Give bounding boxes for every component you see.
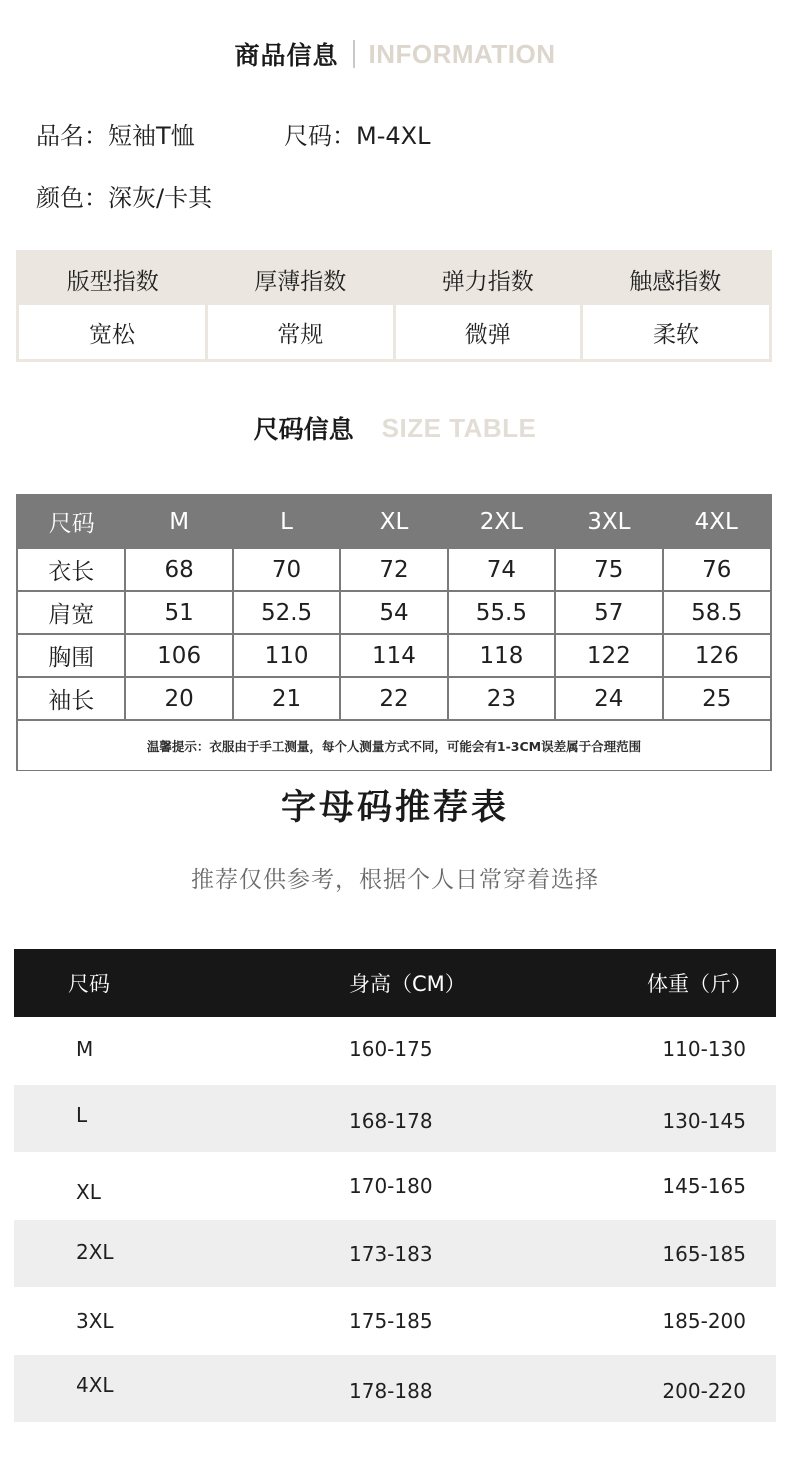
index-header-touch: 触感指数: [582, 253, 770, 305]
recommend-title: 字母码推荐表: [280, 788, 509, 828]
recommend-row: [14, 1287, 776, 1355]
size-cell: 106: [125, 634, 232, 677]
size-cell: 54: [340, 591, 447, 634]
recommend-header-weight: 体重（斤）: [647, 972, 752, 996]
recommend-row: [14, 1220, 776, 1288]
size-cell: 21: [233, 677, 340, 720]
fabric-index-table: [16, 250, 772, 362]
recommend-header-size: 尺码: [68, 972, 110, 996]
info-title-zh: 商品信息: [234, 41, 339, 70]
size-header-row: [18, 496, 770, 548]
size-header-cell: 2XL: [448, 496, 555, 548]
recommend-weight: 145-165: [662, 1174, 746, 1198]
size-cell: 118: [448, 634, 555, 677]
product-name: 品名：短袖T恤: [36, 122, 195, 150]
recommend-size: L: [76, 1102, 88, 1127]
recommend-height: 170-180: [349, 1174, 433, 1198]
title-divider: [353, 40, 355, 68]
size-header-cell: L: [233, 496, 340, 548]
index-header-fit: 版型指数: [19, 253, 207, 305]
size-cell: 25: [663, 677, 770, 720]
size-row-shoulder: [18, 591, 770, 634]
recommend-height: 160-175: [349, 1037, 433, 1061]
size-header-cell: M: [125, 496, 232, 548]
recommend-header-row: [14, 949, 776, 1017]
info-section-title: [0, 34, 790, 74]
recommend-row: [14, 1017, 776, 1085]
size-cell: 126: [663, 634, 770, 677]
size-row-chest: [18, 634, 770, 677]
index-value-row: [19, 305, 769, 359]
recommend-size: XL: [76, 1180, 101, 1204]
size-header-cell: 3XL: [555, 496, 662, 548]
index-value-elasticity: 微弹: [394, 305, 582, 359]
index-value-fit: 宽松: [19, 305, 207, 359]
size-header-cell: XL: [340, 496, 447, 548]
recommend-weight: 165-185: [662, 1241, 746, 1266]
size-cell: 24: [555, 677, 662, 720]
recommend-header-height: 身高（CM）: [349, 972, 466, 996]
size-cell: 114: [340, 634, 447, 677]
recommend-size: 2XL: [76, 1239, 114, 1264]
index-value-touch: 柔软: [582, 305, 770, 359]
recommend-row: [14, 1152, 776, 1220]
size-cell: 57: [555, 591, 662, 634]
size-cell: 衣长: [18, 548, 125, 591]
measurement-note: 温馨提示：衣服由于手工测量，每个人测量方式不同，可能会有1-3CM误差属于合理范围: [18, 720, 770, 770]
size-cell: 20: [125, 677, 232, 720]
size-cell: 75: [555, 548, 662, 591]
index-header-elasticity: 弹力指数: [394, 253, 582, 305]
size-cell: 110: [233, 634, 340, 677]
size-cell: 76: [663, 548, 770, 591]
recommend-height: 168-178: [349, 1108, 433, 1133]
size-table: [16, 494, 772, 771]
size-cell: 68: [125, 548, 232, 591]
size-row-length: [18, 548, 770, 591]
size-cell: 58.5: [663, 591, 770, 634]
recommend-row: [14, 1085, 776, 1153]
product-color: 颜色：深灰/卡其: [36, 184, 213, 212]
recommend-size: 4XL: [76, 1372, 114, 1397]
size-header-cell: 4XL: [663, 496, 770, 548]
recommend-height: 173-183: [349, 1241, 433, 1266]
size-cell: 袖长: [18, 677, 125, 720]
size-cell: 72: [340, 548, 447, 591]
recommend-size: M: [76, 1037, 94, 1061]
recommend-weight: 110-130: [662, 1037, 746, 1061]
size-cell: 70: [233, 548, 340, 591]
recommend-height: 175-185: [349, 1309, 433, 1333]
recommend-row: [14, 1355, 776, 1423]
recommend-height: 178-188: [349, 1378, 433, 1403]
recommend-table: [14, 949, 776, 1422]
recommend-weight: 200-220: [662, 1378, 746, 1403]
size-title-zh: 尺码信息: [253, 415, 354, 444]
size-cell: 74: [448, 548, 555, 591]
recommend-subtitle: 推荐仅供参考，根据个人日常穿着选择: [191, 867, 599, 893]
size-cell: 23: [448, 677, 555, 720]
product-size-range: 尺码：M-4XL: [284, 122, 431, 150]
index-value-thickness: 常规: [207, 305, 395, 359]
size-cell: 胸围: [18, 634, 125, 677]
size-cell: 122: [555, 634, 662, 677]
size-section-title: [0, 408, 790, 448]
size-note-row: [18, 720, 770, 770]
recommend-weight: 185-200: [662, 1309, 746, 1333]
size-cell: 肩宽: [18, 591, 125, 634]
size-header-cell: 尺码: [18, 496, 125, 548]
size-row-sleeve: [18, 677, 770, 720]
size-title-en: SIZE TABLE: [381, 412, 537, 443]
size-cell: 52.5: [233, 591, 340, 634]
size-cell: 22: [340, 677, 447, 720]
size-cell: 55.5: [448, 591, 555, 634]
info-title-en: INFORMATION: [368, 38, 556, 69]
size-cell: 51: [125, 591, 232, 634]
index-header-row: [19, 253, 769, 305]
recommend-size: 3XL: [76, 1309, 114, 1333]
recommend-weight: 130-145: [662, 1108, 746, 1133]
index-header-thickness: 厚薄指数: [207, 253, 395, 305]
